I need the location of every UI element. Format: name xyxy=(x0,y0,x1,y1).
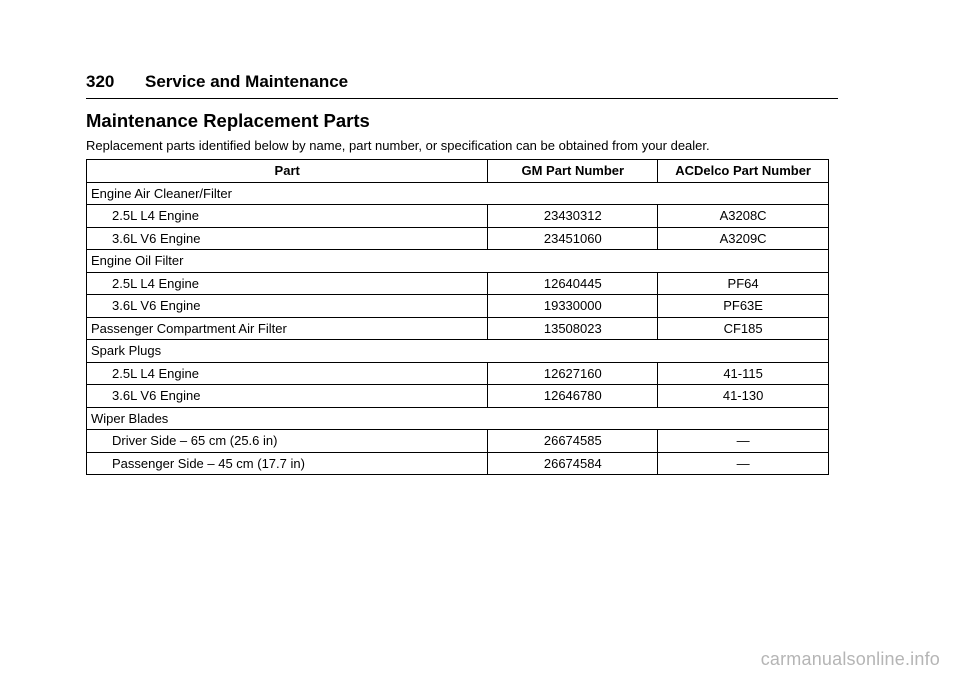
table-group-row xyxy=(87,250,829,273)
table-header-row xyxy=(87,160,829,183)
column-header-acdelco-part-number: ACDelco Part Number xyxy=(658,160,829,183)
part-name-cell: Passenger Side – 45 cm (17.7 in) xyxy=(87,452,488,475)
acdelco-part-number-cell: A3209C xyxy=(658,227,829,250)
group-label: Engine Oil Filter xyxy=(87,250,829,273)
intro-text: Replacement parts identified below by name, part number, or specification can be obtained from your dealer. xyxy=(86,138,710,153)
parts-table-body xyxy=(87,182,829,475)
acdelco-part-number-cell: 41-115 xyxy=(658,362,829,385)
group-label: Spark Plugs xyxy=(87,340,829,363)
table-row xyxy=(87,227,829,250)
table-group-row xyxy=(87,182,829,205)
part-name-cell: 2.5L L4 Engine xyxy=(87,362,488,385)
gm-part-number-cell: 26674585 xyxy=(488,430,658,453)
group-label: Wiper Blades xyxy=(87,407,829,430)
table-row xyxy=(87,452,829,475)
part-name-cell: 2.5L L4 Engine xyxy=(87,272,488,295)
table-row xyxy=(87,430,829,453)
part-name-cell: 3.6L V6 Engine xyxy=(87,385,488,408)
table-group-row xyxy=(87,407,829,430)
gm-part-number-cell: 23430312 xyxy=(488,205,658,228)
page-header xyxy=(86,72,838,99)
gm-part-number-cell: 12646780 xyxy=(488,385,658,408)
gm-part-number-cell: 12627160 xyxy=(488,362,658,385)
part-name-cell: Passenger Compartment Air Filter xyxy=(87,317,488,340)
acdelco-part-number-cell: A3208C xyxy=(658,205,829,228)
table-group-row xyxy=(87,340,829,363)
group-label: Engine Air Cleaner/Filter xyxy=(87,182,829,205)
part-name-cell: 3.6L V6 Engine xyxy=(87,295,488,318)
column-header-part: Part xyxy=(87,160,488,183)
table-row xyxy=(87,385,829,408)
watermark: carmanualsonline.info xyxy=(760,649,940,669)
running-title: Service and Maintenance xyxy=(145,72,349,91)
acdelco-part-number-cell: — xyxy=(658,452,829,475)
acdelco-part-number-cell: 41-130 xyxy=(658,385,829,408)
part-name-cell: 2.5L L4 Engine xyxy=(87,205,488,228)
column-header-gm-part-number: GM Part Number xyxy=(488,160,658,183)
acdelco-part-number-cell: PF64 xyxy=(658,272,829,295)
page-number: 320 xyxy=(86,72,115,91)
gm-part-number-cell: 23451060 xyxy=(488,227,658,250)
part-name-cell: 3.6L V6 Engine xyxy=(87,227,488,250)
gm-part-number-cell: 26674584 xyxy=(488,452,658,475)
table-row xyxy=(87,317,829,340)
acdelco-part-number-cell: PF63E xyxy=(658,295,829,318)
parts-table xyxy=(86,159,829,475)
acdelco-part-number-cell: CF185 xyxy=(658,317,829,340)
gm-part-number-cell: 19330000 xyxy=(488,295,658,318)
part-name-cell: Driver Side – 65 cm (25.6 in) xyxy=(87,430,488,453)
table-row xyxy=(87,205,829,228)
acdelco-part-number-cell: — xyxy=(658,430,829,453)
table-row xyxy=(87,362,829,385)
table-row xyxy=(87,295,829,318)
table-row xyxy=(87,272,829,295)
section-title: Maintenance Replacement Parts xyxy=(86,110,370,131)
gm-part-number-cell: 13508023 xyxy=(488,317,658,340)
gm-part-number-cell: 12640445 xyxy=(488,272,658,295)
